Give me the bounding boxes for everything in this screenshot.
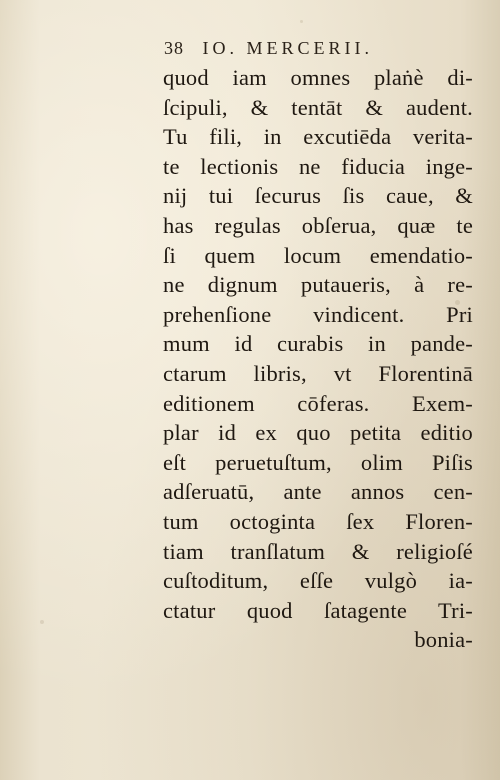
text-line: mum id curabis in pande-	[163, 331, 473, 357]
body-text	[163, 63, 473, 655]
catchword: bonia-	[414, 627, 473, 653]
text-line: editionem cōferas. Exem-	[163, 390, 473, 416]
text-line: nij tui ſecurus ſis caue, &	[163, 183, 473, 209]
text-line: tiam tranſlatum & religioſé	[163, 538, 473, 564]
text-line: has regulas obſerua, quæ te	[163, 212, 473, 238]
paper-stain	[40, 620, 44, 624]
text-line: ctatur quod ſatagente Tri-	[163, 597, 473, 623]
text-line: ctarum libris, vt Florentinā	[163, 360, 473, 386]
text-line: plar id ex quo petita editio	[163, 420, 473, 446]
text-line: ſcipuli, & tentāt & audent.	[163, 94, 473, 120]
text-line: te lectionis ne fiducia inge-	[163, 153, 473, 179]
paper-stain	[300, 20, 303, 23]
text-line: cuſtoditum, eſſe vulgò ia-	[163, 568, 473, 594]
text-line: adſeruatū, ante annos cen-	[163, 479, 473, 505]
running-title: IO. MERCERII.	[202, 38, 373, 58]
text-line: quod iam omnes plaṅè di-	[163, 65, 473, 90]
text-line: prehenſione vindicent. Pri	[163, 301, 473, 327]
text-line: tum octoginta ſex Floren-	[163, 508, 473, 534]
page-number: 38	[164, 38, 184, 58]
text-line: Tu fili, in excutiēda verita-	[163, 124, 473, 150]
text-line: ſi quem locum emendatio-	[163, 242, 473, 268]
text-line: ne dignum putaueris, à re-	[163, 272, 473, 298]
text-line: eſt peruetuſtum, olim Piſis	[163, 449, 473, 475]
